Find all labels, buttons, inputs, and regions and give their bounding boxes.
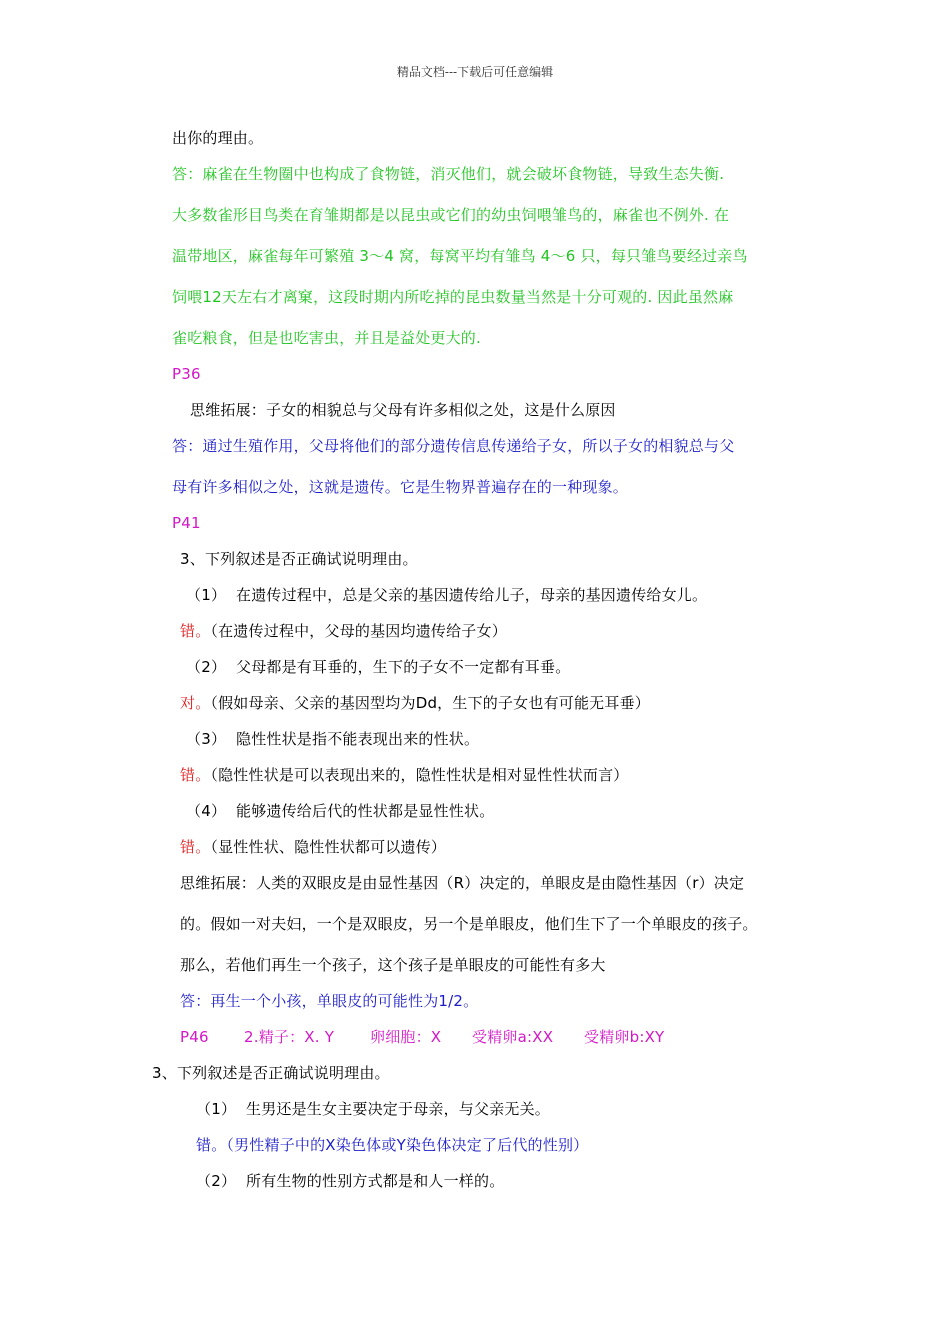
zygote-b-answer: 受精卵b:XY bbox=[584, 1028, 665, 1046]
item-text: 生男还是生女主要决定于母亲，与父亲无关。 bbox=[246, 1100, 551, 1118]
thinking-question: 思维拓展：子女的相貌总与父母有许多相似之处，这是什么原因 bbox=[190, 401, 616, 419]
statement-item bbox=[186, 657, 570, 677]
statement-item bbox=[186, 585, 707, 605]
judgement-line bbox=[180, 837, 446, 857]
statement-item bbox=[196, 1171, 504, 1191]
item-number: （1） bbox=[196, 1100, 237, 1118]
answer-line: 母有许多相似之处，这就是遗传。它是生物界普遍存在的一种现象。 bbox=[172, 478, 629, 496]
item-text: 隐性性状是指不能表现出来的性状。 bbox=[236, 730, 480, 748]
exercise-heading: 3、下列叙述是否正确试说明理由。 bbox=[180, 550, 418, 568]
egg-answer: 卵细胞：X bbox=[370, 1028, 442, 1046]
answer-line: 答：麻雀在生物圈中也构成了食物链，消灭他们，就会破坏食物链，导致生态失衡. bbox=[172, 165, 725, 183]
page-reference: P41 bbox=[172, 514, 201, 532]
p46-answer-line bbox=[180, 1027, 664, 1047]
judgement-mark: 错。 bbox=[180, 766, 211, 784]
statement-item bbox=[196, 1099, 550, 1119]
item-text: 所有生物的性别方式都是和人一样的。 bbox=[246, 1172, 505, 1190]
item-text: 能够遗传给后代的性状都是显性性状。 bbox=[236, 802, 495, 820]
answer-line: 雀吃粮食，但是也吃害虫，并且是益处更大的. bbox=[172, 329, 481, 347]
page-reference: P46 bbox=[180, 1028, 209, 1046]
item-text: 在遗传过程中，总是父亲的基因遗传给儿子，母亲的基因遗传给女儿。 bbox=[236, 586, 708, 604]
answer-line: 答：再生一个小孩，单眼皮的可能性为1/2。 bbox=[180, 992, 479, 1010]
thinking-question: 那么，若他们再生一个孩子，这个孩子是单眼皮的可能性有多大 bbox=[180, 956, 606, 974]
judgement-line bbox=[180, 693, 650, 713]
judgement-reason: （显性性状、隐性性状都可以遗传） bbox=[210, 838, 447, 856]
judgement-line bbox=[180, 765, 629, 785]
judgement-mark: 错。 bbox=[180, 838, 211, 856]
question-continuation: 出你的理由。 bbox=[172, 129, 264, 147]
answer-line: 大多数雀形目鸟类在育雏期都是以昆虫或它们的幼虫饲喂雏鸟的，麻雀也不例外. 在 bbox=[172, 206, 730, 224]
judgement-reason: （在遗传过程中，父母的基因均遗传给子女） bbox=[210, 622, 507, 640]
page-header: 精品文档---下载后可任意编辑 bbox=[396, 65, 554, 79]
answer-line: 温带地区，麻雀每年可繁殖 3～4 窝，每窝平均有雏鸟 4～6 只，每只雏鸟要经过亲鸟 bbox=[172, 247, 748, 265]
item-number: （2） bbox=[186, 658, 227, 676]
statement-item bbox=[186, 729, 479, 749]
judgement-line bbox=[180, 621, 507, 641]
thinking-question: 的。假如一对夫妇，一个是双眼皮，另一个是单眼皮，他们生下了一个单眼皮的孩子。 bbox=[180, 915, 758, 933]
thinking-question: 思维拓展：人类的双眼皮是由显性基因（R）决定的，单眼皮是由隐性基因（r）决定 bbox=[180, 874, 745, 892]
item-number: （4） bbox=[186, 802, 227, 820]
judgement-mark: 对。 bbox=[180, 694, 211, 712]
item-text: 父母都是有耳垂的，生下的子女不一定都有耳垂。 bbox=[236, 658, 571, 676]
zygote-a-answer: 受精卵a:XX bbox=[472, 1028, 554, 1046]
judgement-reason: （隐性性状是可以表现出来的，隐性性状是相对显性性状而言） bbox=[210, 766, 629, 784]
statement-item bbox=[186, 801, 494, 821]
answer-line: 饲喂12天左右才离窠，这段时期内所吃掉的昆虫数量当然是十分可观的. 因此虽然麻 bbox=[172, 288, 734, 306]
exercise-heading: 3、下列叙述是否正确试说明理由。 bbox=[152, 1064, 390, 1082]
answer-line: 答：通过生殖作用，父母将他们的部分遗传信息传递给子女，所以子女的相貌总与父 bbox=[172, 437, 735, 455]
item-number: （1） bbox=[186, 586, 227, 604]
page-reference: P36 bbox=[172, 365, 201, 383]
item-number: （2） bbox=[196, 1172, 237, 1190]
judgement-mark: 错。 bbox=[180, 622, 211, 640]
judgement-reason: （假如母亲、父亲的基因型均为Dd，生下的子女也有可能无耳垂） bbox=[210, 694, 650, 712]
sperm-answer: 2.精子：X. Y bbox=[244, 1028, 335, 1046]
item-number: （3） bbox=[186, 730, 227, 748]
answer-line: 错。（男性精子中的X染色体或Y染色体决定了后代的性别） bbox=[196, 1136, 589, 1154]
